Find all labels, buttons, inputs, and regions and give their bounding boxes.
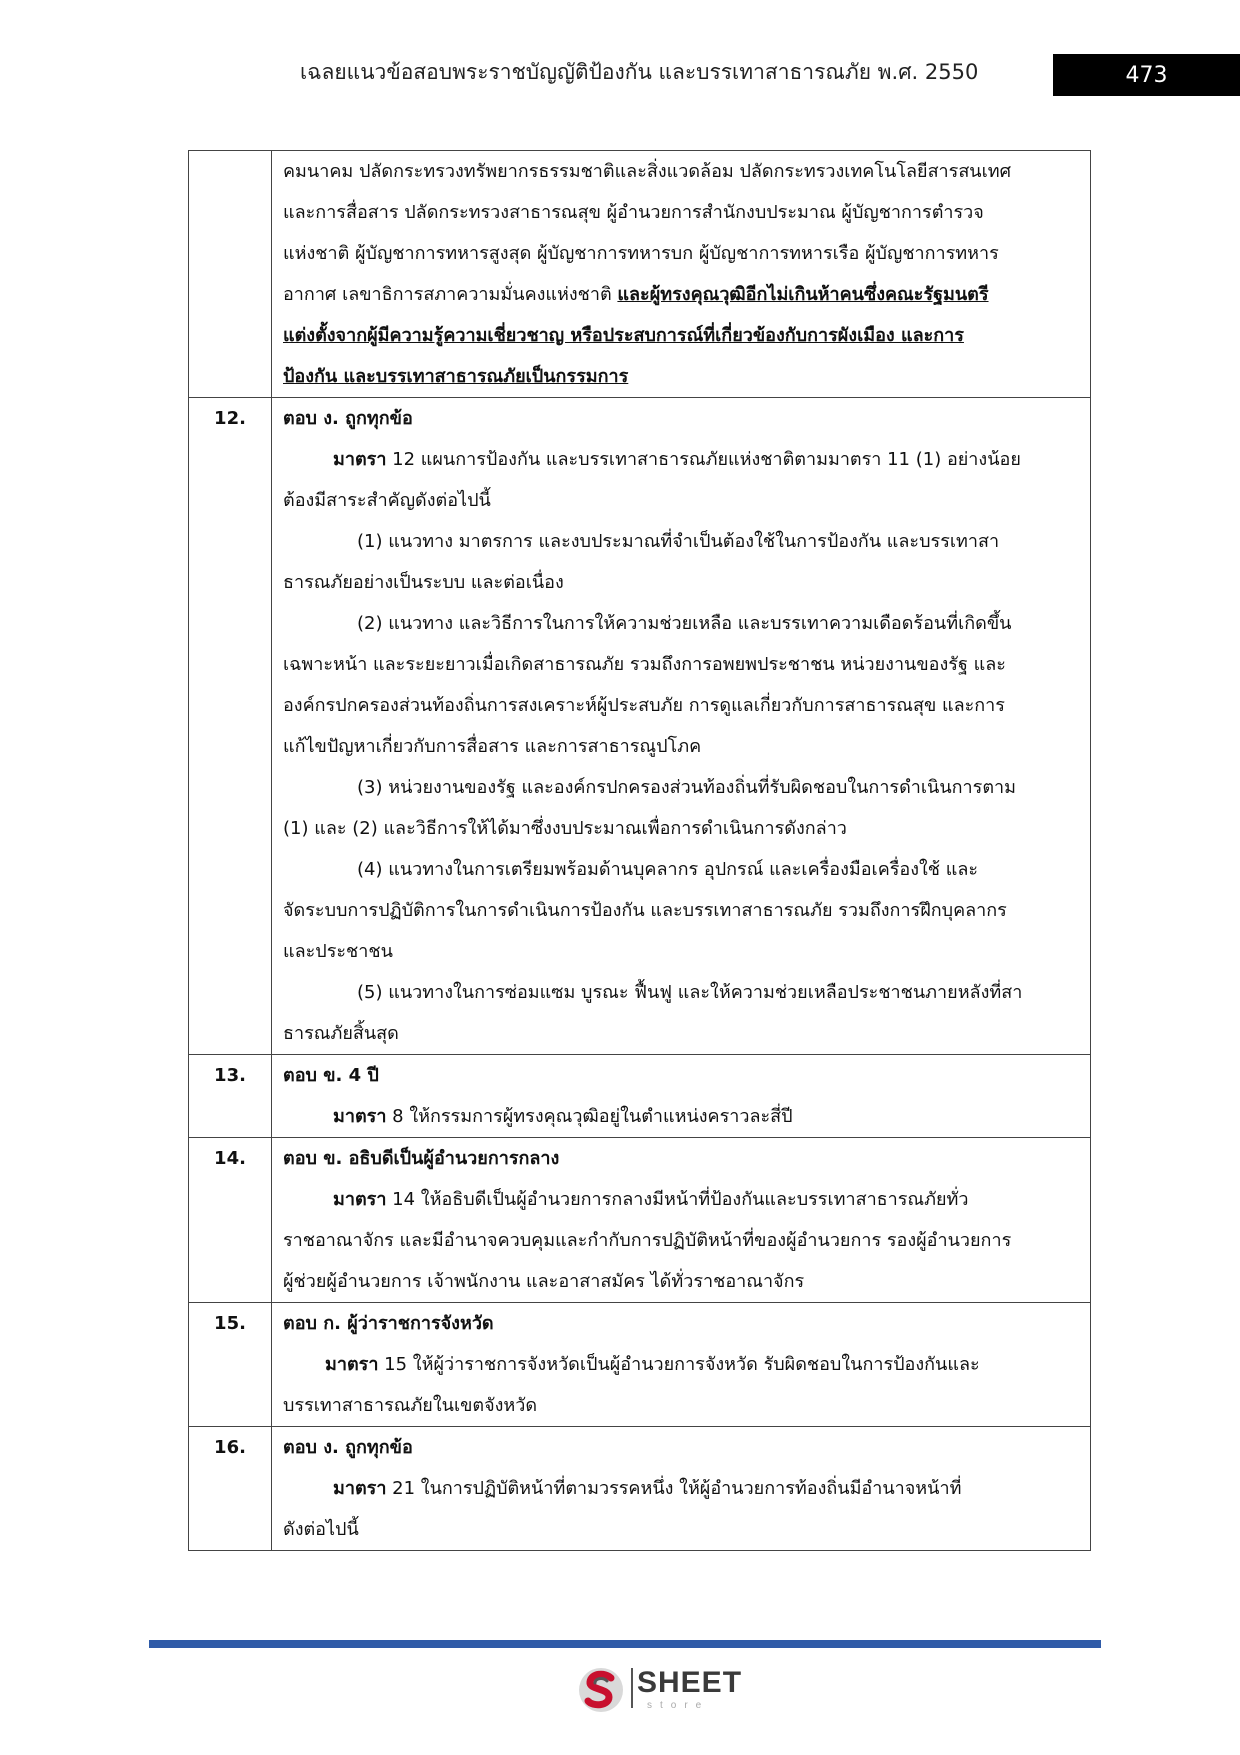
text-segment: 8 ให้กรรมการผู้ทรงคุณวุฒิอยู่ในตำแหน่งคราวละสี่ปี <box>386 1106 793 1127</box>
question-number: 13. <box>189 1055 272 1138</box>
sheet-store-logo <box>575 1664 745 1716</box>
answer-body-cell <box>272 398 1091 1055</box>
text-line: บรรเทาสาธารณภัยในเขตจังหวัด <box>283 1395 538 1416</box>
answer-heading: ตอบ ก. ผู้ว่าราชการจังหวัด <box>283 1313 494 1334</box>
emphasized-text-line: แต่งตั้งจากผู้มีความรู้ความเชี่ยวชาญ หรือประสบการณ์ที่เกี่ยวข้องกับการผังเมือง และการ <box>283 325 964 346</box>
emphasized-text-line: ป้องกัน และบรรเทาสาธารณภัยเป็นกรรมการ <box>283 366 629 387</box>
section-label: มาตรา <box>325 1354 379 1375</box>
text-line <box>283 1344 1077 1385</box>
text-segment: อากาศ เลขาธิการสภาความมั่นคงแห่งชาติ <box>283 284 618 305</box>
page-number: 473 <box>1053 54 1240 96</box>
logo-text: SHEET <box>637 1666 743 1699</box>
text-line: (5) แนวทางในการซ่อมแซม บูรณะ ฟื้นฟู และให้ความช่วยเหลือประชาชนภายหลังที่สา <box>357 982 1023 1003</box>
logo-divider <box>631 1668 633 1708</box>
text-segment: 12 แผนการป้องกัน และบรรเทาสาธารณภัยแห่งชาติตามมาตรา 11 (1) อย่างน้อย <box>386 449 1021 470</box>
question-number: 16. <box>189 1427 272 1551</box>
text-line: (3) หน่วยงานของรัฐ และองค์กรปกครองส่วนท้องถิ่นที่รับผิดชอบในการดำเนินการตาม <box>357 777 1016 798</box>
answer-table <box>188 150 1091 1551</box>
table-row <box>189 1427 1091 1551</box>
answer-body-cell <box>272 1055 1091 1138</box>
text-line: จัดระบบการปฏิบัติการในการดำเนินการป้องกัน และบรรเทาสาธารณภัย รวมถึงการฝึกบุคลากร <box>283 900 1007 921</box>
logo-subtext: store <box>647 1700 710 1711</box>
text-line <box>283 1096 1077 1137</box>
question-number: 12. <box>189 398 272 1055</box>
answer-body-cell <box>272 151 1091 398</box>
answer-heading: ตอบ ง. ถูกทุกข้อ <box>283 1437 413 1458</box>
text-line: (2) แนวทาง และวิธีการในการให้ความช่วยเหลือ และบรรเทาความเดือดร้อนที่เกิดขึ้น <box>357 613 1012 634</box>
question-number: 15. <box>189 1303 272 1427</box>
text-line: และประชาชน <box>283 941 393 962</box>
text-line: และการสื่อสาร ปลัดกระทรวงสาธารณสุข ผู้อำนวยการสำนักงบประมาณ ผู้บัญชาการตำรวจ <box>283 202 984 223</box>
question-number: 14. <box>189 1138 272 1303</box>
sheet-store-s-logo-icon <box>575 1664 627 1716</box>
text-line: องค์กรปกครองส่วนท้องถิ่นการสงเคราะห์ผู้ประสบภัย การดูแลเกี่ยวกับการสาธารณสุข และการ <box>283 695 1005 716</box>
text-line: (1) แนวทาง มาตรการ และงบประมาณที่จำเป็นต้องใช้ในการป้องกัน และบรรเทาสา <box>357 531 1000 552</box>
text-line <box>283 1468 1077 1509</box>
answer-body-cell <box>272 1138 1091 1303</box>
text-line: ราชอาณาจักร และมีอำนาจควบคุมและกำกับการปฏิบัติหน้าที่ของผู้อำนวยการ รองผู้อำนวยการ <box>283 1230 1012 1251</box>
text-line <box>283 1179 1077 1220</box>
text-line: (4) แนวทางในการเตรียมพร้อมด้านบุคลากร อุปกรณ์ และเครื่องมือเครื่องใช้ และ <box>357 859 979 880</box>
answer-body-cell <box>272 1303 1091 1427</box>
text-line: แห่งชาติ ผู้บัญชาการทหารสูงสุด ผู้บัญชาการทหารบก ผู้บัญชาการทหารเรือ ผู้บัญชาการทหาร <box>283 243 999 264</box>
section-label: มาตรา <box>333 1189 387 1210</box>
text-line <box>283 439 1077 480</box>
text-segment: 21 ในการปฏิบัติหน้าที่ตามวรรคหนึ่ง ให้ผู้อำนวยการท้องถิ่นมีอำนาจหน้าที่ <box>386 1478 962 1499</box>
text-line: ผู้ช่วยผู้อำนวยการ เจ้าพนักงาน และอาสาสมัคร ได้ทั่วราชอาณาจักร <box>283 1271 805 1292</box>
text-line: ธารณภัยอย่างเป็นระบบ และต่อเนื่อง <box>283 572 564 593</box>
text-line: ธารณภัยสิ้นสุด <box>283 1023 399 1044</box>
answer-body-cell <box>272 1427 1091 1551</box>
answer-heading: ตอบ ข. 4 ปี <box>283 1065 379 1086</box>
answer-heading: ตอบ ข. อธิบดีเป็นผู้อำนวยการกลาง <box>283 1148 560 1169</box>
text-line: คมนาคม ปลัดกระทรวงทรัพยากรธรรมชาติและสิ่งแวดล้อม ปลัดกระทรวงเทคโนโลยีสารสนเทศ <box>283 161 1012 182</box>
footer-bar <box>149 1640 1101 1648</box>
text-segment: 14 ให้อธิบดีเป็นผู้อำนวยการกลางมีหน้าที่ป้องกันและบรรเทาสาธารณภัยทั่ว <box>386 1189 969 1210</box>
section-label: มาตรา <box>333 1106 387 1127</box>
table-row <box>189 398 1091 1055</box>
text-line: แก้ไขปัญหาเกี่ยวกับการสื่อสาร และการสาธารณูปโภค <box>283 736 702 757</box>
question-number-cell <box>189 151 272 398</box>
table-row <box>189 1303 1091 1427</box>
emphasized-text: และผู้ทรงคุณวุฒิอีกไม่เกินห้าคนซึ่งคณะรัฐมนตรี <box>617 284 989 305</box>
text-line <box>283 274 1077 315</box>
text-line: ต้องมีสาระสำคัญดังต่อไปนี้ <box>283 490 491 511</box>
answer-heading: ตอบ ง. ถูกทุกข้อ <box>283 408 413 429</box>
text-segment: 15 ให้ผู้ว่าราชการจังหวัดเป็นผู้อำนวยการจังหวัด รับผิดชอบในการป้องกันและ <box>378 1354 980 1375</box>
section-label: มาตรา <box>333 1478 387 1499</box>
text-line: ดังต่อไปนี้ <box>283 1519 359 1540</box>
table-row <box>189 1138 1091 1303</box>
table-row <box>189 151 1091 398</box>
text-line: (1) และ (2) และวิธีการให้ได้มาซึ่งงบประมาณเพื่อการดำเนินการดังกล่าว <box>283 818 847 839</box>
text-line: เฉพาะหน้า และระยะยาวเมื่อเกิดสาธารณภัย รวมถึงการอพยพประชาชน หน่วยงานของรัฐ และ <box>283 654 1006 675</box>
section-label: มาตรา <box>333 449 387 470</box>
document-header-title: เฉลยแนวข้อสอบพระราชบัญญัติป้องกัน และบรรเทาสาธารณภัย พ.ศ. 2550 <box>300 60 979 84</box>
table-row <box>189 1055 1091 1138</box>
